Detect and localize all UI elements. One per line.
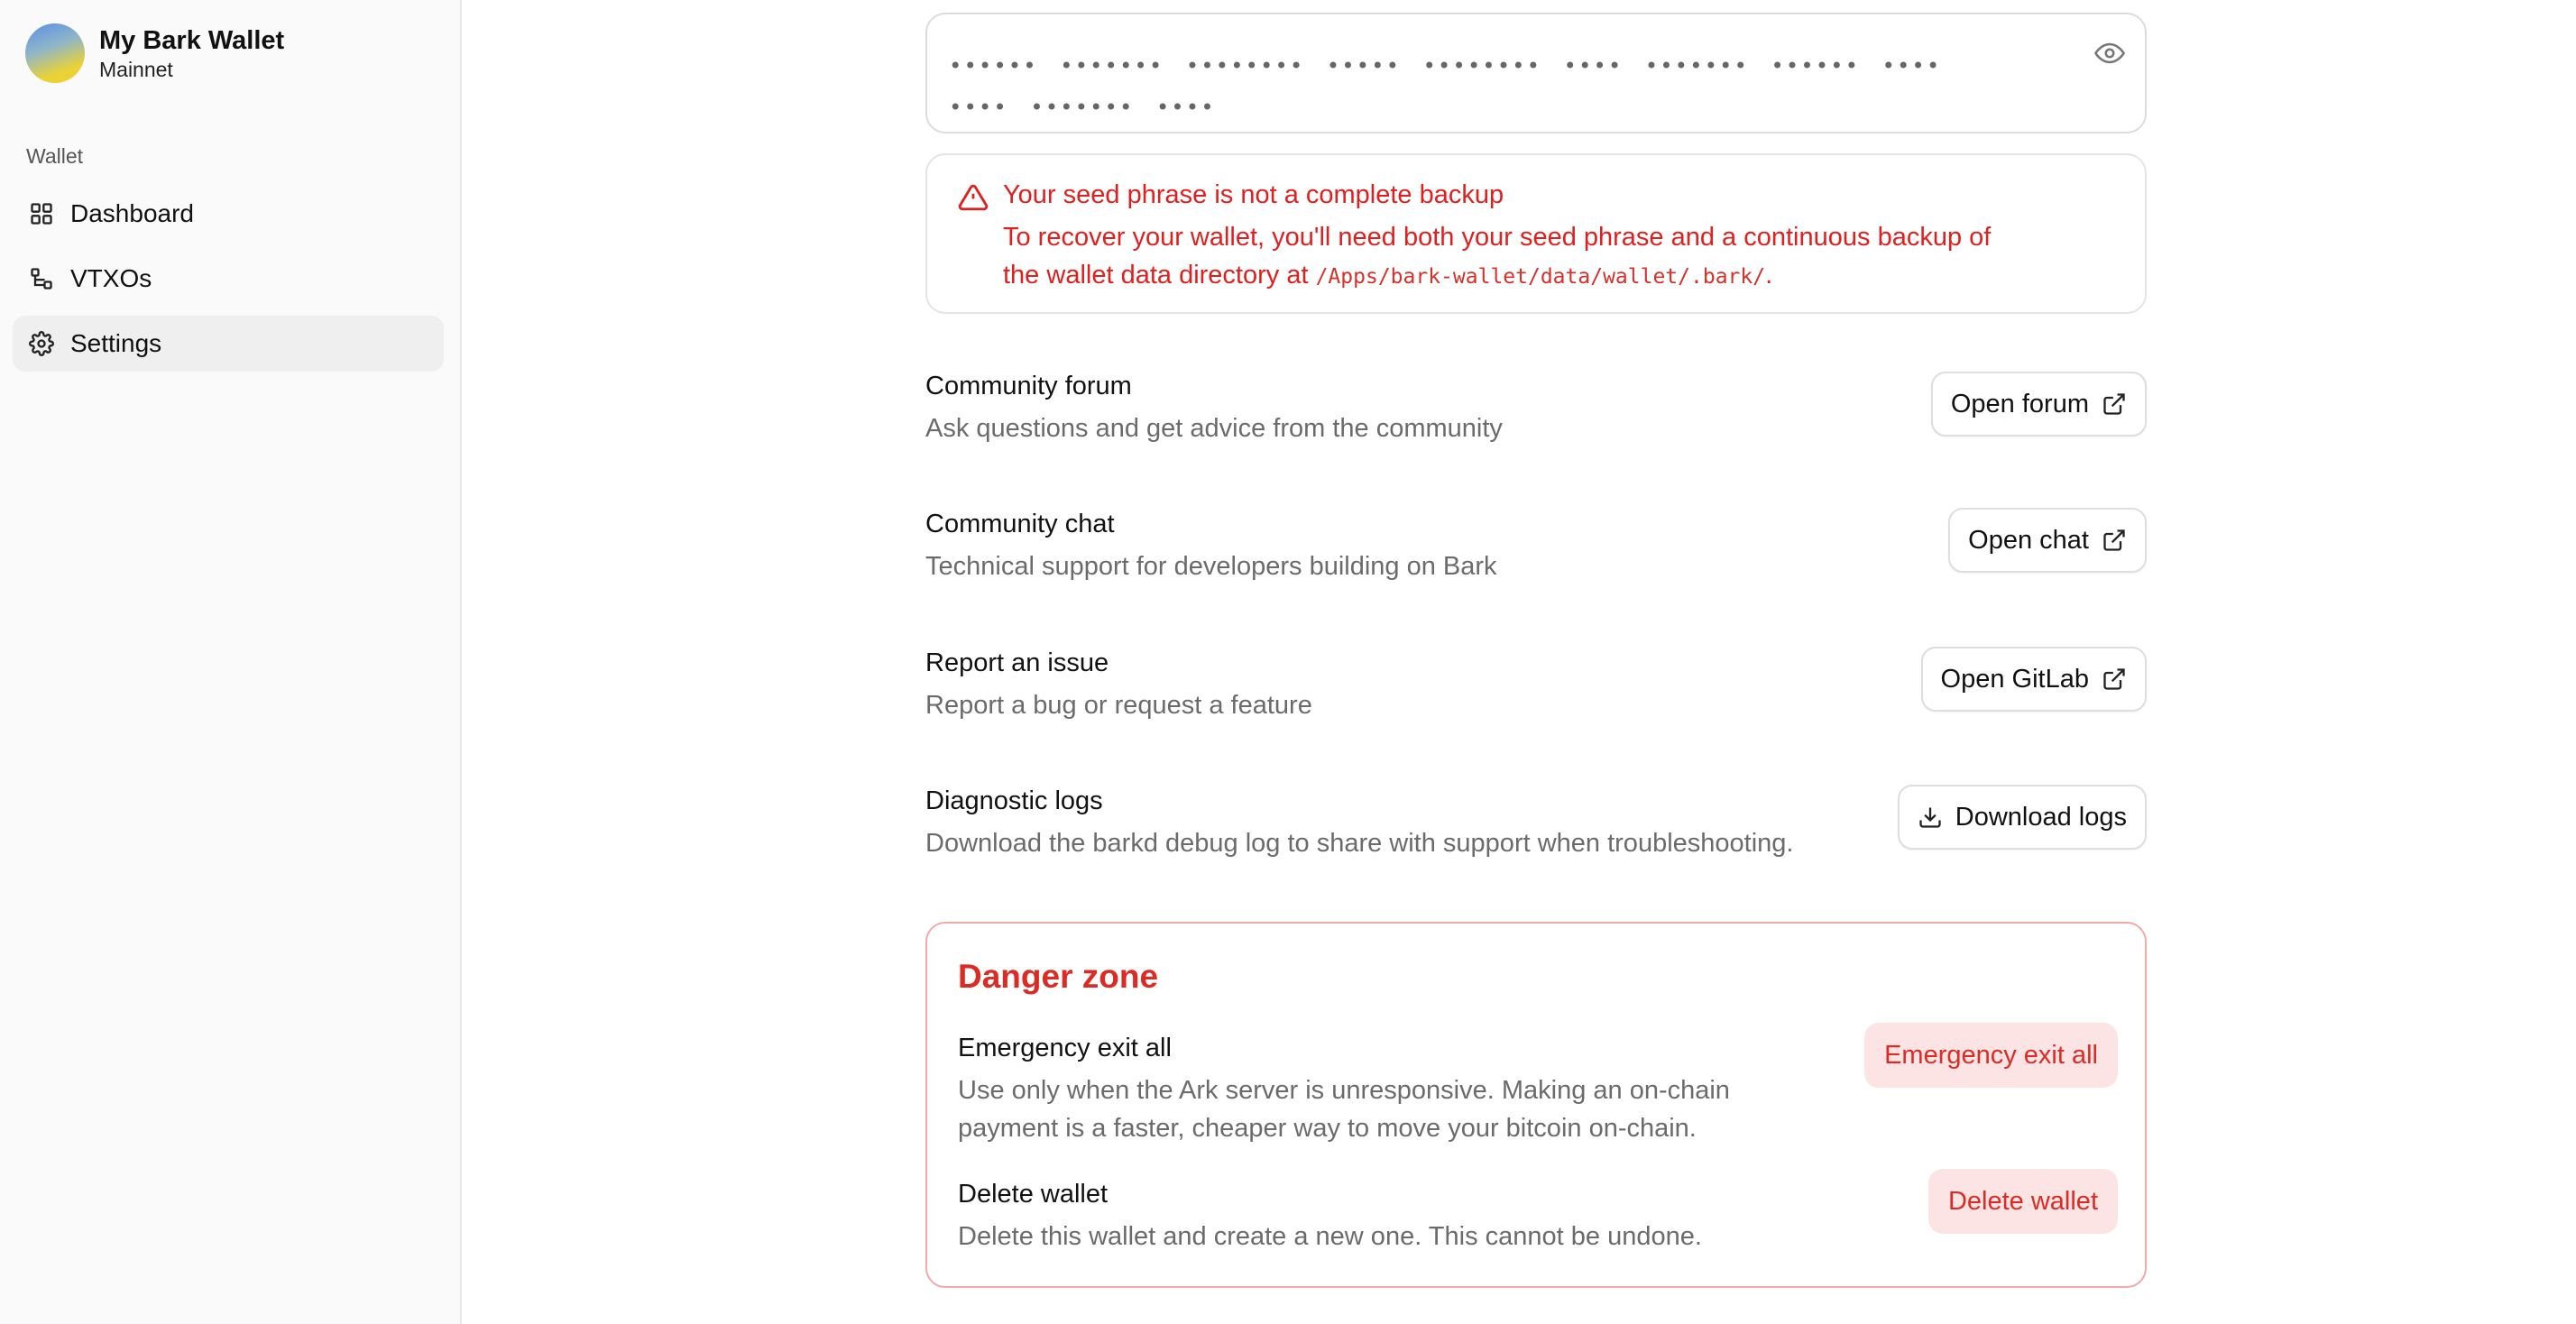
row-title: Community forum [925,372,1132,400]
diagnostic-logs-row [925,785,2147,862]
eye-icon[interactable] [2094,38,2125,69]
button-label: Open GitLab [1940,664,2089,694]
row-title: Community chat [925,510,1115,538]
vtxo-tree-icon [29,266,54,291]
sidebar-item-dashboard[interactable] [13,186,444,242]
row-description: Use only when the Ark server is unresponsive. Making an on-chain payment is a faster, cheaper way to move your bitcoin on-chain. [958,1076,1730,1143]
delete-wallet-row [958,1178,2118,1255]
button-label: Open chat [1968,525,2089,555]
external-link-icon [2102,528,2127,553]
row-title: Report an issue [925,648,1109,677]
emergency-exit-row [958,1032,2118,1147]
wallet-data-path: /Apps/bark-wallet/data/wallet/.bark/ [1315,265,1766,289]
row-title: Emergency exit all [958,1034,1172,1062]
grid-icon [29,201,54,226]
row-description: Download the barkd debug log to share with support when troubleshooting. [925,829,1794,858]
nav-group-label: Wallet [26,144,84,168]
row-title: Diagnostic logs [925,786,1103,815]
external-link-icon [2102,391,2127,417]
warning-body-end: . [1765,261,1773,290]
sidebar [0,0,462,1324]
open-forum-button[interactable] [1931,372,2147,437]
delete-wallet-button[interactable]: Delete wallet [1928,1169,2118,1234]
external-link-icon [2102,667,2127,692]
emergency-exit-all-button[interactable]: Emergency exit all [1864,1023,2118,1088]
alert-triangle-icon [958,182,989,213]
button-label: Download logs [1955,802,2127,832]
open-gitlab-button[interactable] [1921,647,2147,712]
wallet-avatar [25,23,85,83]
row-description: Delete this wallet and create a new one. This cannot be undone. [958,1222,1702,1251]
sidebar-item-settings[interactable] [13,316,444,372]
danger-zone-title: Danger zone [958,958,1159,995]
gear-icon [29,331,54,356]
warning-body-text: To recover your wallet, you'll need both your seed phrase and a continuous backup of the wallet data directory at [1003,223,1992,290]
sidebar-item-label: VTXOs [70,264,152,292]
warning-body [1003,218,1995,296]
sidebar-item-label: Settings [70,329,162,357]
row-description: Technical support for developers building on Bark [925,552,1497,581]
seed-phrase-field[interactable] [925,13,2147,133]
wallet-name: My Bark Wallet [99,26,285,55]
wallet-switcher[interactable] [25,23,284,83]
danger-zone [925,922,2147,1288]
row-description: Ask questions and get advice from the community [925,414,1503,443]
community-chat-row [925,508,2147,585]
sidebar-item-label: Dashboard [70,199,194,227]
backup-warning [925,153,2147,314]
download-logs-button[interactable] [1898,785,2147,850]
warning-title: Your seed phrase is not a complete backup [1003,180,1504,209]
sidebar-item-vtxos[interactable] [13,251,444,307]
report-issue-row [925,647,2147,724]
row-title: Delete wallet [958,1180,1109,1209]
download-icon [1918,805,1943,830]
open-chat-button[interactable] [1948,508,2147,573]
button-label: Open forum [1950,389,2089,418]
network-label: Mainnet [99,58,173,81]
row-description: Report a bug or request a feature [925,691,1312,720]
community-forum-row [925,370,2147,447]
seed-phrase-masked: •••••• ••••••• •••••••• ••••• •••••••• •••• ••••••• •••••• •••• •••• ••••••• •••• [949,53,1942,120]
